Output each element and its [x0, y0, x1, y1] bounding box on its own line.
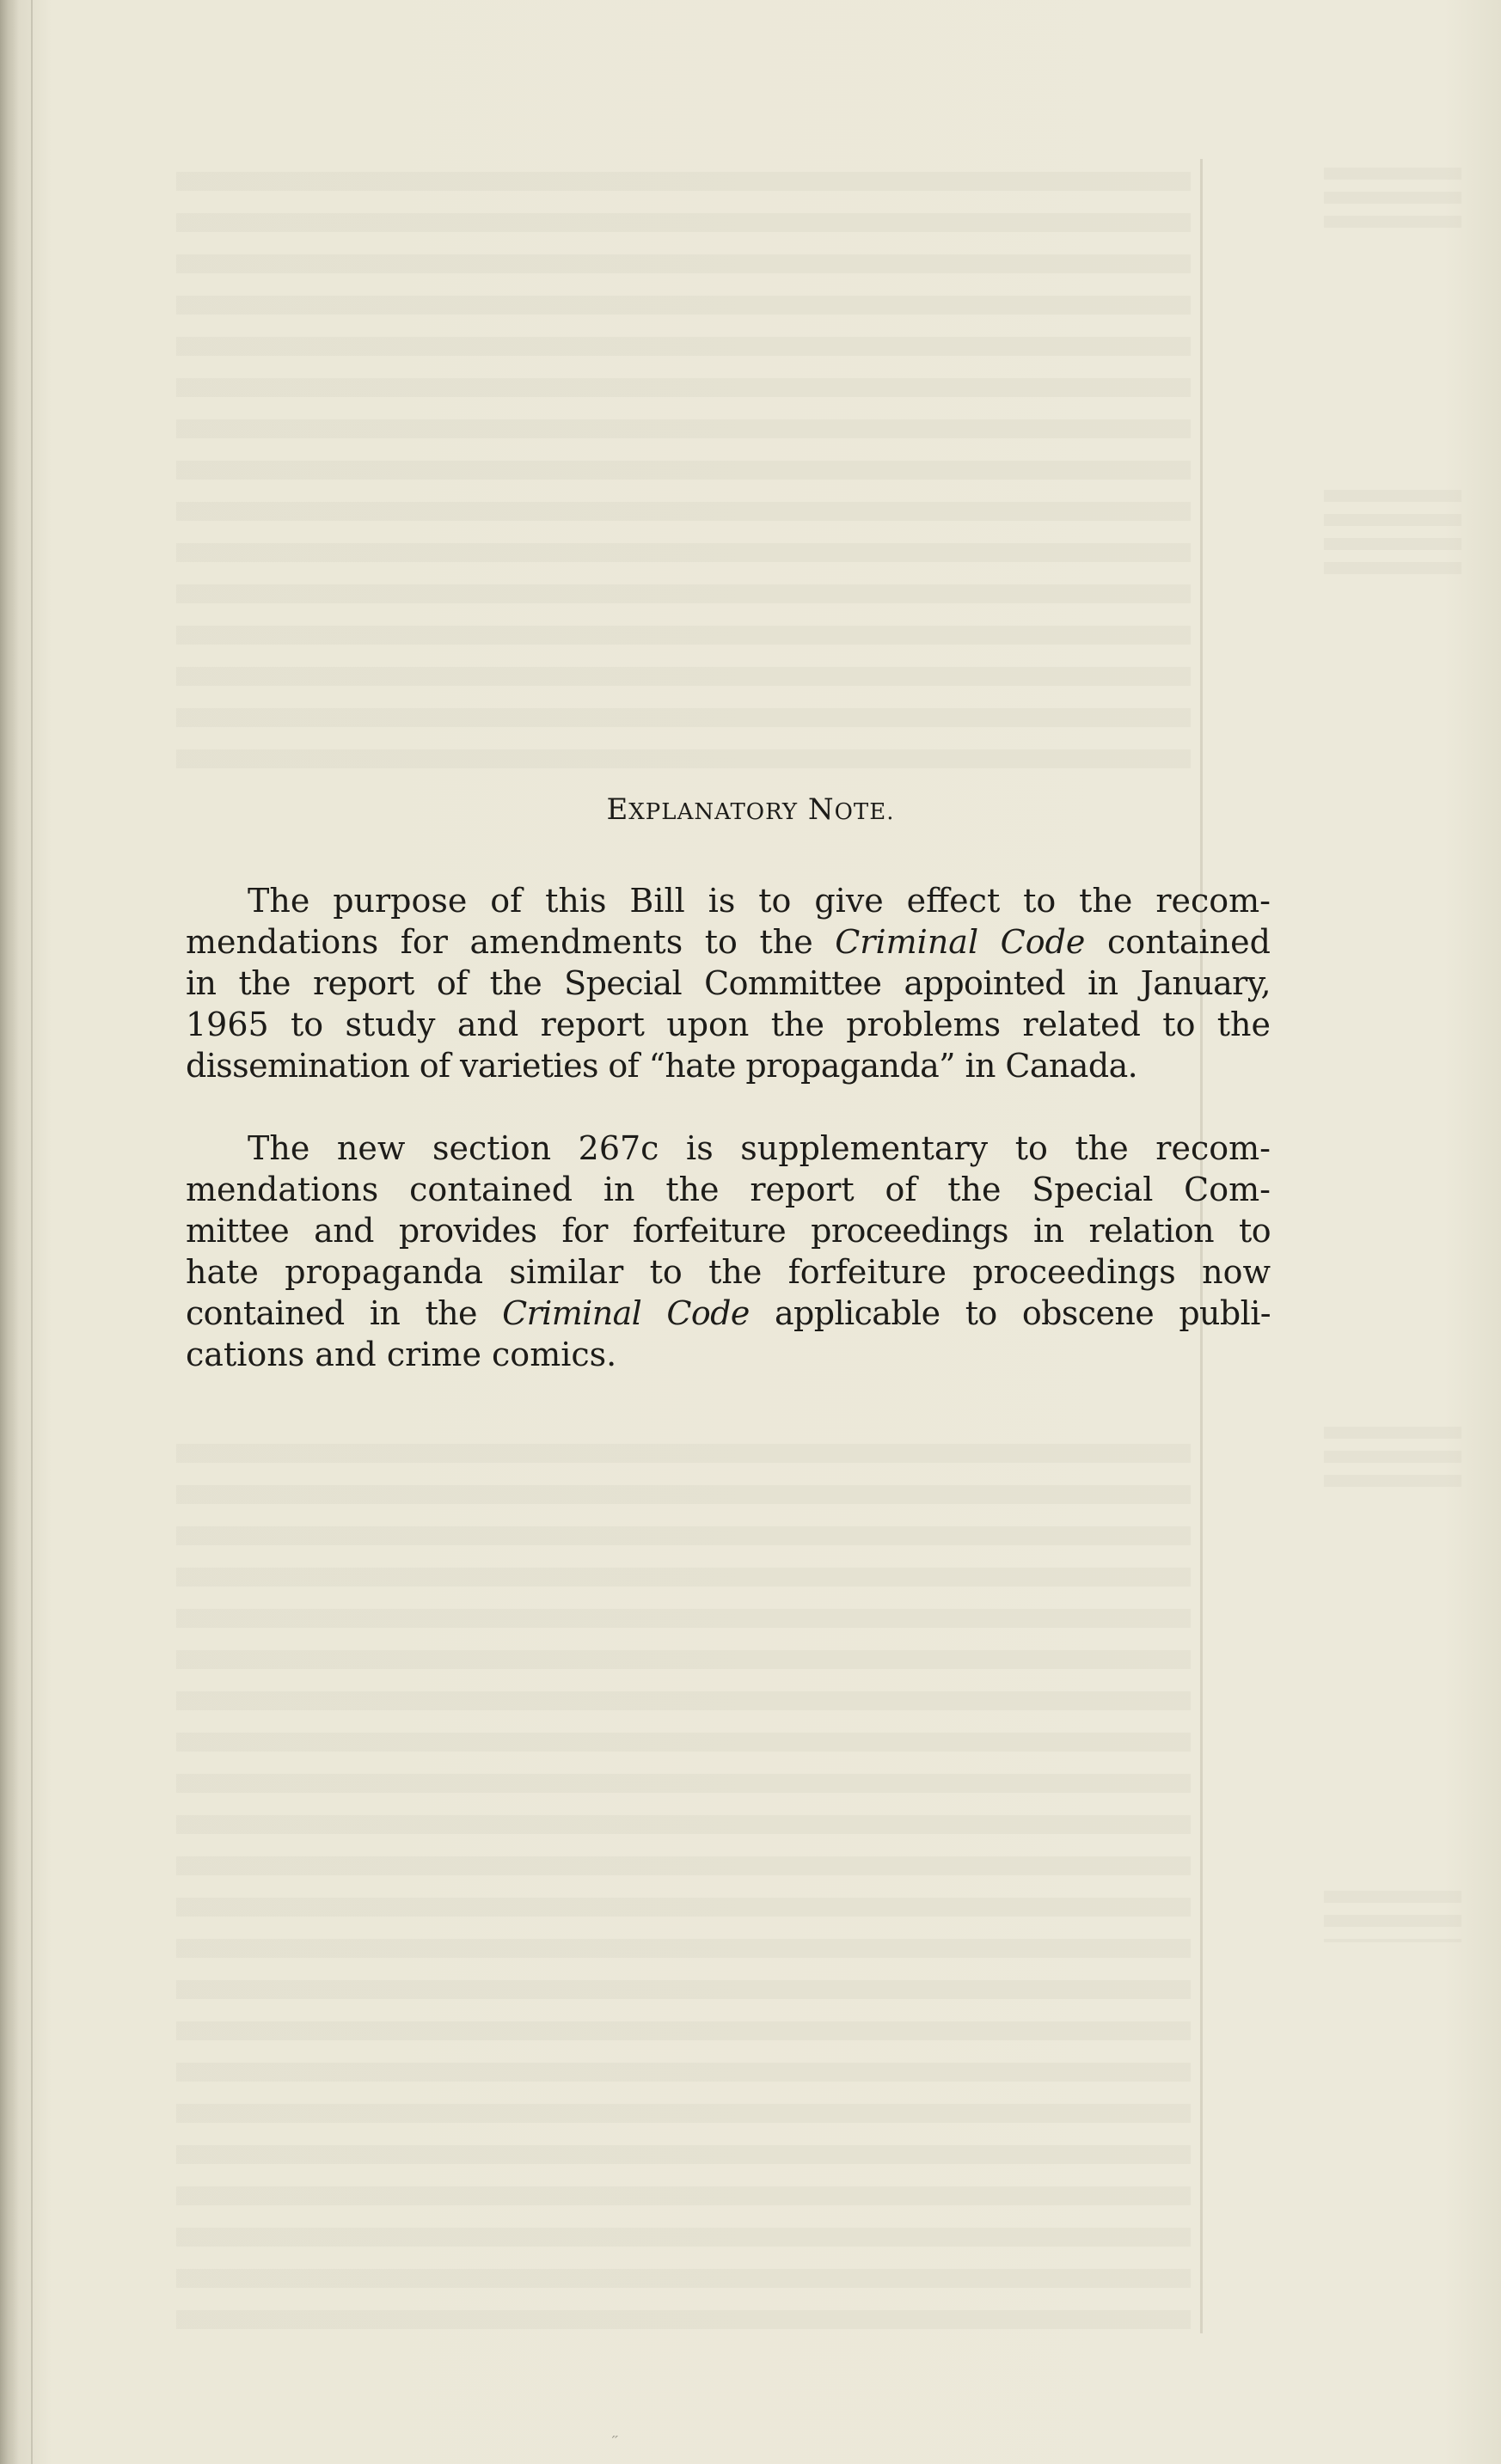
heading-initial: N: [807, 792, 835, 827]
heading-initial: E: [606, 792, 629, 827]
bleed-through-margin-note: [1324, 1891, 1461, 1942]
heading-word: XPLANATORY: [628, 799, 799, 825]
bleed-through-margin-note: [1324, 1427, 1461, 1487]
binding-shadow: [0, 0, 19, 2464]
criminal-code-title: Criminal Code: [835, 923, 1086, 961]
text-line: contained in the Criminal Code applicable to obscene publi-: [186, 1294, 1271, 1332]
paragraph-section-267c: [186, 1128, 1271, 1375]
ink-speck: ˶: [612, 2424, 618, 2444]
text-line: hate propaganda similar to the forfeiture proceedings now: [186, 1253, 1271, 1291]
explanatory-note-heading: [0, 792, 1501, 827]
text-line: mittee and provides for forfeiture proceedings in relation to: [186, 1212, 1271, 1250]
bleed-through-text-top: [176, 172, 1191, 773]
text-line: mendations contained in the report of the Special Com-: [186, 1171, 1271, 1208]
heading-word: OTE.: [834, 799, 895, 825]
text-line: in the report of the Special Committee appointed in January,: [186, 964, 1271, 1002]
text-line: cations and crime comics.: [186, 1336, 617, 1373]
paragraph-purpose: [186, 880, 1271, 1086]
bleed-through-text-bottom: [176, 1444, 1191, 2346]
text-line: dissemination of varieties of “hate propaganda” in Canada.: [186, 1047, 1138, 1085]
text-line: The purpose of this Bill is to give effect to the recom-: [248, 882, 1271, 920]
criminal-code-title: Criminal Code: [502, 1294, 750, 1332]
text-line: mendations for amendments to the Criminal Code contained: [186, 923, 1271, 961]
binding-line: [31, 0, 33, 2464]
bleed-through-margin-note: [1324, 490, 1461, 576]
text-line: The new section 267c is supplementary to the recom-: [248, 1129, 1271, 1167]
bleed-through-margin-note: [1324, 168, 1461, 236]
text-line: 1965 to study and report upon the problems related to the: [186, 1006, 1271, 1043]
